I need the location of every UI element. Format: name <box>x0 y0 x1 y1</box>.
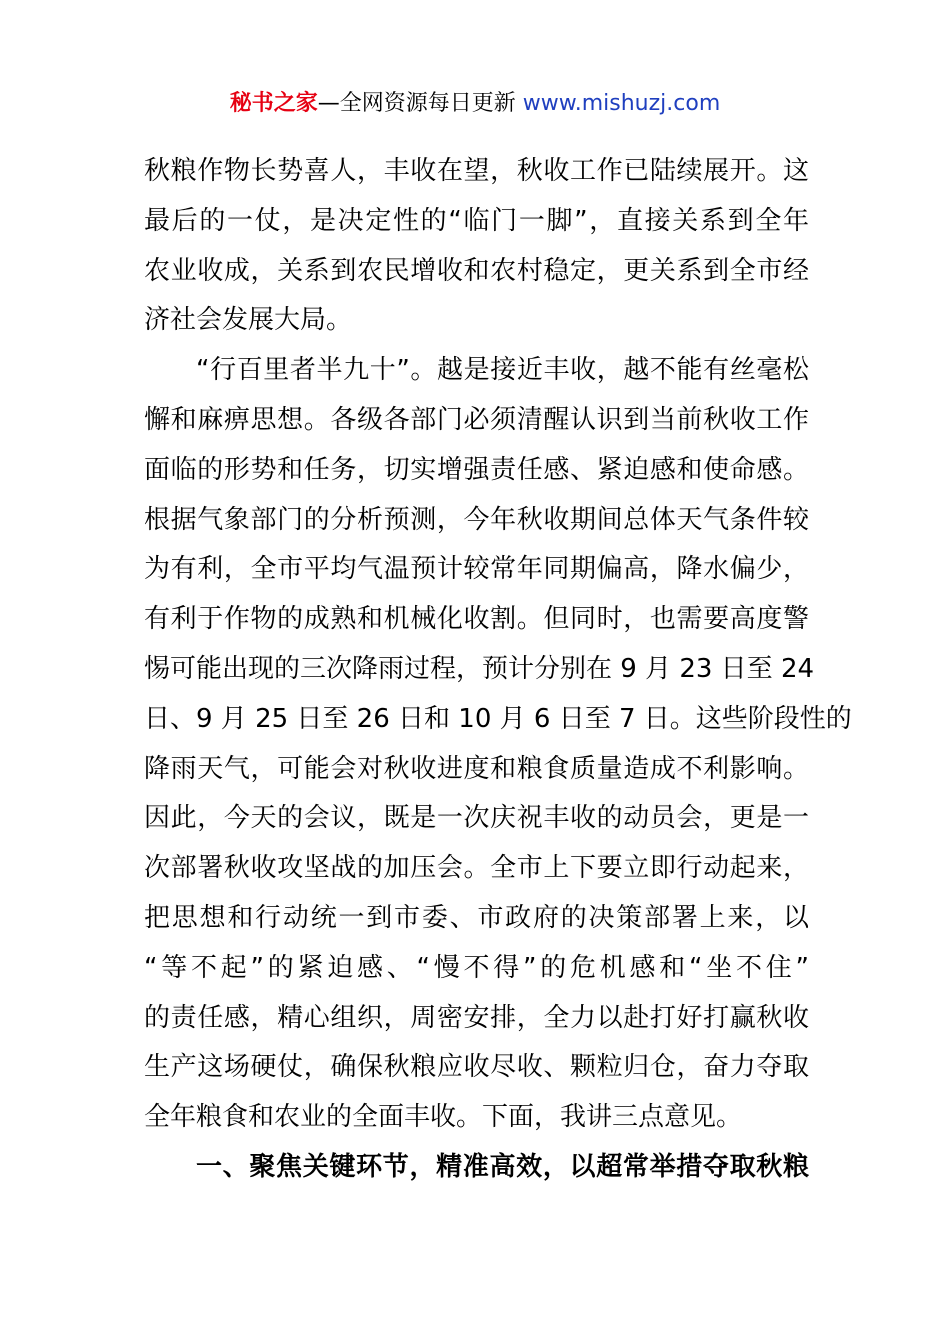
text-line: 根据气象部门的分析预测，今年秋收期间总体天气条件较 <box>144 504 809 535</box>
text-line: 全年粮食和农业的全面丰收。下面，我讲三点意见。 <box>144 1102 743 1133</box>
text-line: 为有利，全市平均气温预计较常年同期偏高，降水偏少， <box>144 554 809 585</box>
text-line: 次部署秋收攻坚战的加压会。全市上下要立即行动起来， <box>144 853 809 884</box>
text-line: 惕可能出现的三次降雨过程，预计分别在 9 月 23 日至 24 <box>144 653 815 684</box>
brand-name: 秘书之家 <box>229 91 318 116</box>
header-tagline: —全网资源每日更新 <box>317 91 523 116</box>
document-body <box>144 147 852 1193</box>
text-line: 生产这场硬仗，确保秋粮应收尽收、颗粒归仓，奋力夺取 <box>144 1052 809 1083</box>
text-line: 的责任感，精心组织，周密安排，全力以赴打好打赢秋收 <box>144 1002 809 1033</box>
site-url-link[interactable]: www.mishuzj.com <box>522 91 721 116</box>
text-line: 济社会发展大局。 <box>144 305 353 336</box>
page-header <box>0 86 950 122</box>
text-line: 降雨天气，可能会对秋收进度和粮食质量造成不利影响。 <box>144 753 809 784</box>
text-line: 面临的形势和任务，切实增强责任感、紧迫感和使命感。 <box>144 454 809 485</box>
text-line: 把思想和行动统一到市委、市政府的决策部署上来，以 <box>144 902 809 933</box>
text-line: 最后的一仗，是决定性的“临门一脚”，直接关系到全年 <box>144 205 809 236</box>
text-line: 因此，今天的会议，既是一次庆祝丰收的动员会，更是一 <box>144 803 809 834</box>
text-line: 秋粮作物长势喜人，丰收在望，秋收工作已陆续展开。这 <box>144 156 809 186</box>
section-heading: 一、聚焦关键环节，精准高效，以超常举措夺取秋粮 <box>196 1151 809 1182</box>
text-line: “等不起”的紧迫感、“慢不得”的危机感和“坐不住” <box>144 952 809 983</box>
text-line: 农业收成，关系到农民增收和农村稳定，更关系到全市经 <box>144 255 809 286</box>
text-line: 懈和麻痹思想。各级各部门必须清醒认识到当前秋收工作 <box>144 404 809 435</box>
text-line: 有利于作物的成熟和机械化收割。但同时，也需要高度警 <box>144 604 809 635</box>
text-line: 日、9 月 25 日至 26 日和 10 月 6 日至 7 日。这些阶段性的 <box>144 703 852 734</box>
paragraph-start-line: “行百里者半九十”。越是接近丰收，越不能有丝毫松 <box>196 355 809 386</box>
